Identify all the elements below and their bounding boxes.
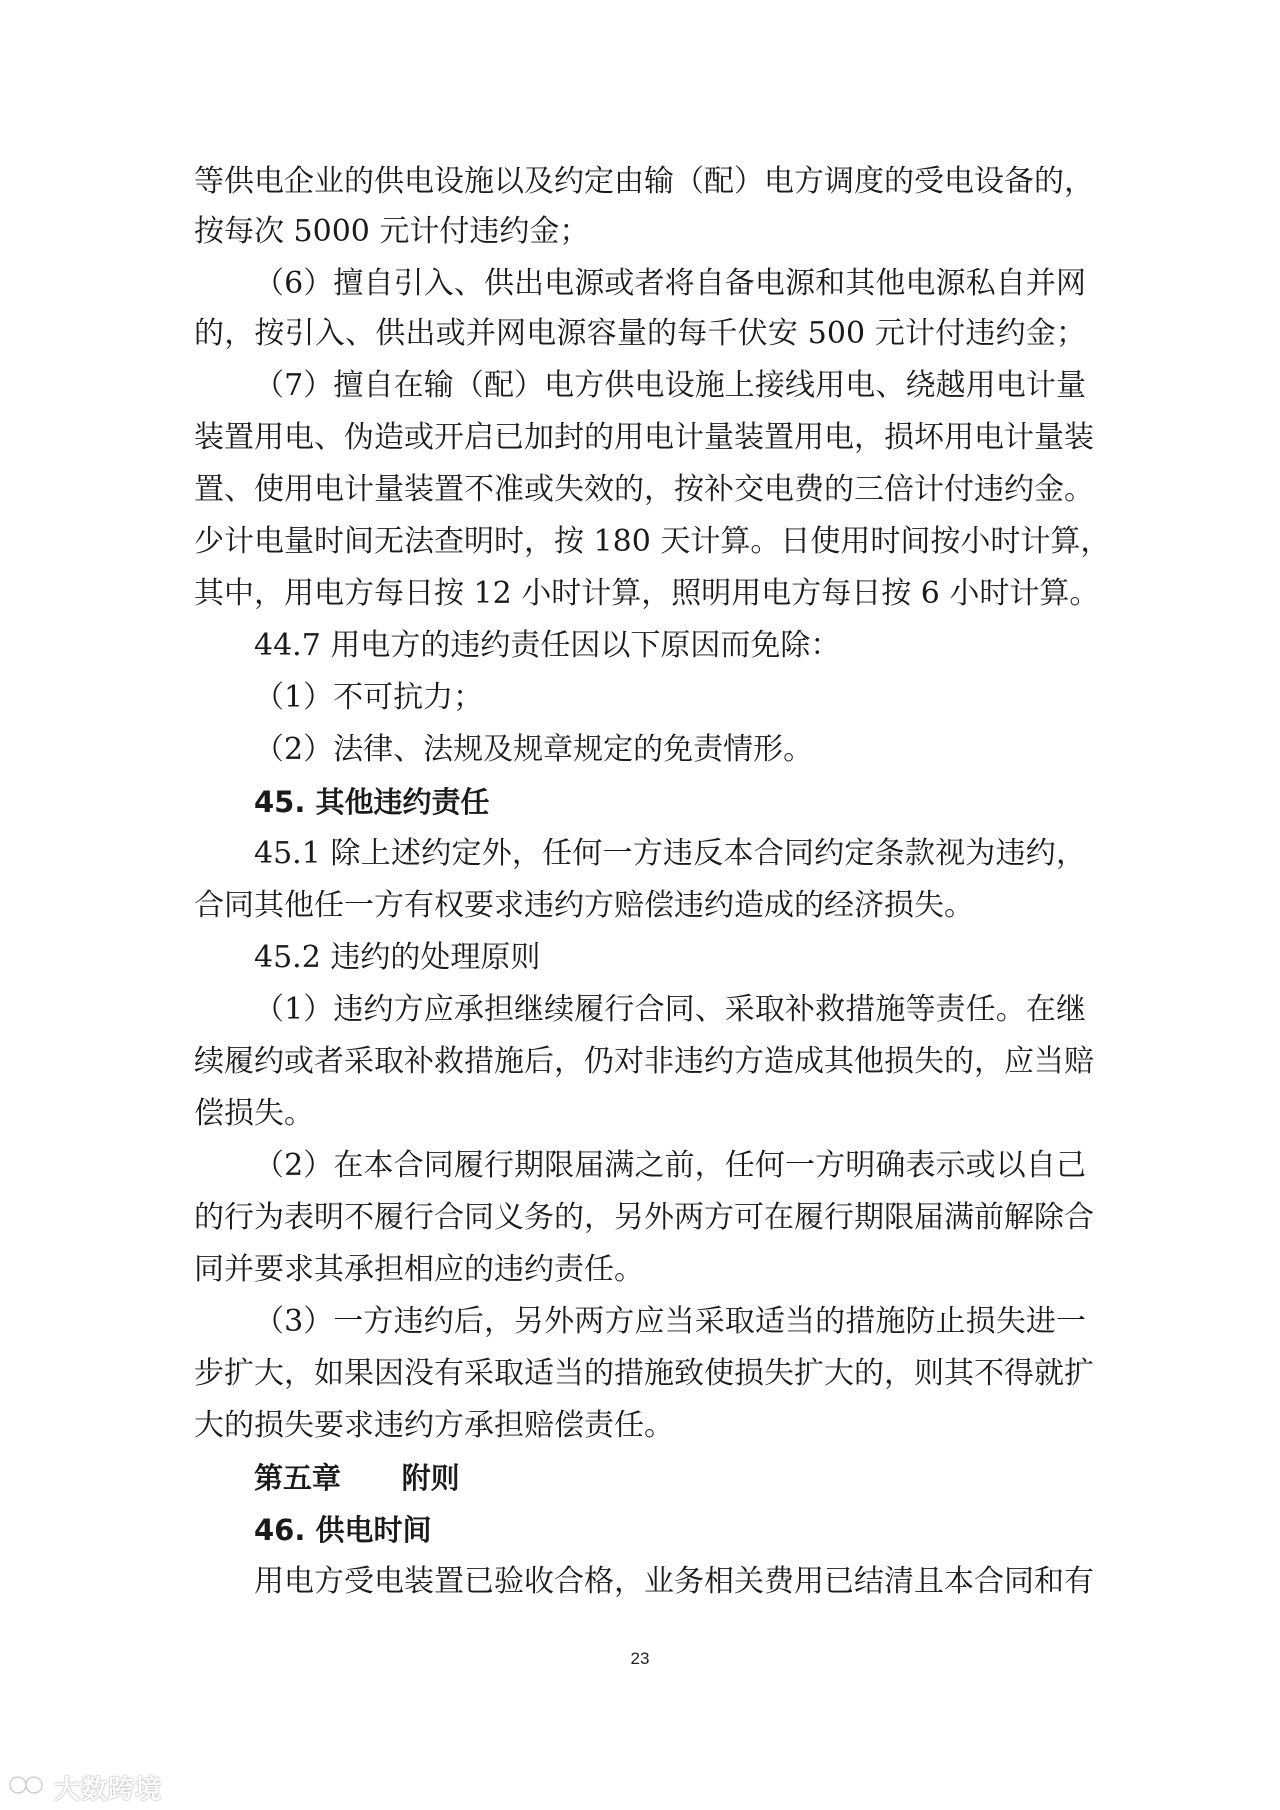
body-line: （7）擅自在输（配）电方供电设施上接线用电、绕越用电计量 (254, 368, 1086, 403)
section-line: 45.2 违约的处理原则 (254, 940, 541, 975)
body-line: 续履约或者采取补救措施后，仍对非违约方造成其他损失的，应当赔 (194, 1044, 1094, 1079)
body-line: 等供电企业的供电设施以及约定由输（配）电方调度的受电设备的， (194, 164, 1094, 199)
watermark (8, 1770, 162, 1804)
body-line: 用电方受电装置已验收合格，业务相关费用已结清且本合同和有 (254, 1564, 1094, 1599)
body-line: 偿损失。 (194, 1096, 314, 1131)
body-line: 置、使用电计量装置不准或失效的，按补交电费的三倍计付违约金。 (194, 472, 1094, 507)
list-item: （1）不可抗力； (254, 680, 484, 715)
page-number: 23 (630, 1649, 650, 1668)
body-line: （1）违约方应承担继续履行合同、采取补救措施等责任。在继 (254, 992, 1086, 1027)
watermark-text: 大数跨境 (54, 1774, 163, 1805)
body-line: 的行为表明不履行合同义务的，另外两方可在履行期限届满前解除合 (194, 1200, 1094, 1235)
body-line: 其中，用电方每日按 12 小时计算，照明用电方每日按 6 小时计算。 (194, 576, 1100, 611)
body-line: 同并要求其承担相应的违约责任。 (194, 1252, 644, 1287)
section-line: 44.7 用电方的违约责任因以下原因而免除： (254, 628, 841, 663)
body-line: 合同其他任一方有权要求违约方赔偿违约造成的经济损失。 (194, 888, 974, 923)
body-line: 少计电量时间无法查明时，按 180 天计算。日使用时间按小时计算， (194, 524, 1111, 559)
body-line: 的，按引入、供出或并网电源容量的每千伏安 500 元计付违约金； (194, 316, 1086, 351)
body-line: 装置用电、伪造或开启已加封的用电计量装置用电，损坏用电计量装 (194, 420, 1094, 455)
logo-mark-icon (8, 1770, 48, 1804)
section-heading: 46. 供电时间 (254, 1513, 432, 1547)
body-line: 按每次 5000 元计付违约金； (194, 214, 590, 249)
section-heading: 45. 其他违约责任 (254, 785, 490, 819)
body-line: 大的损失要求违约方承担赔偿责任。 (194, 1408, 674, 1443)
body-line: （2）在本合同履行期限届满之前，任何一方明确表示或以自己 (254, 1148, 1086, 1183)
body-line: （3）一方违约后，另外两方应当采取适当的措施防止损失进一 (254, 1304, 1086, 1339)
list-item: （2）法律、法规及规章规定的免责情形。 (254, 732, 814, 767)
chapter-heading: 第五章 附则 (254, 1461, 460, 1495)
body-line: （6）擅自引入、供出电源或者将自备电源和其他电源私自并网 (254, 266, 1086, 301)
body-line: 步扩大，如果因没有采取适当的措施致使损失扩大的，则其不得就扩 (194, 1356, 1094, 1391)
body-line: 45.1 除上述约定外，任何一方违反本合同约定条款视为违约， (254, 836, 1086, 871)
